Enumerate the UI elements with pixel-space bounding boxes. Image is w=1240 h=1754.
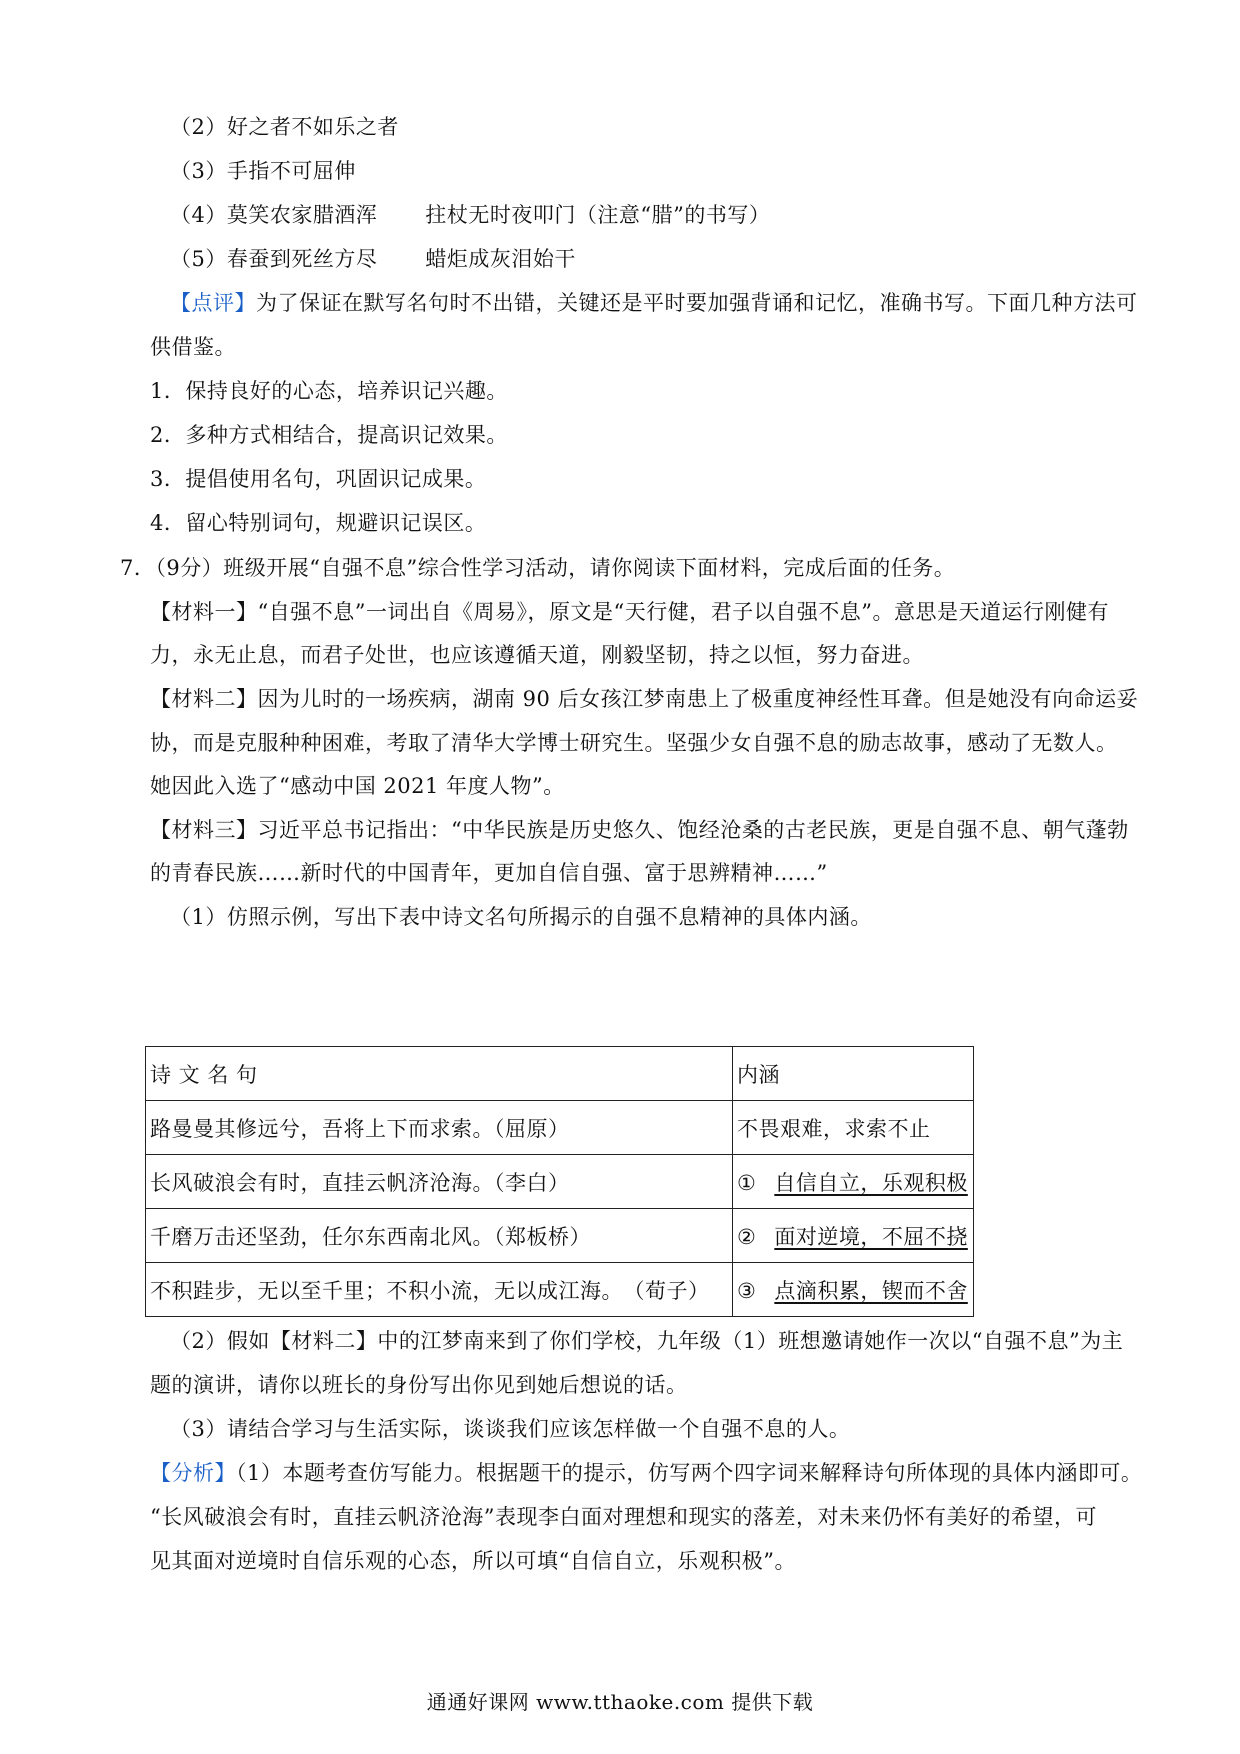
material-1-line-1: 【材料一】“自强不息”一词出自《周易》，原文是“天行健，君子以自强不息”。意思是天道运行刚健有 bbox=[150, 600, 1109, 624]
header-quote: 诗 文 名 句 bbox=[146, 1047, 733, 1101]
answer-meaning: 自信自立，乐观积极 bbox=[774, 1170, 968, 1195]
quote-meaning-table bbox=[145, 1046, 974, 1317]
answer-meaning: 点滴积累，锲而不舍 bbox=[774, 1278, 968, 1303]
material-2-line-3: 她因此入选了“感动中国 2021 年度人物”。 bbox=[150, 774, 565, 798]
answer-meaning: 面对逆境，不屈不挠 bbox=[774, 1224, 968, 1249]
answer-number: ② bbox=[737, 1224, 757, 1249]
method-3: 3．提倡使用名句，巩固识记成果。 bbox=[150, 467, 487, 491]
table-row bbox=[146, 1209, 974, 1263]
table-header-row bbox=[146, 1047, 974, 1101]
answer-line-5 bbox=[170, 244, 1130, 274]
table-row bbox=[146, 1155, 974, 1209]
answer-line-3: （3）手指不可屈伸 bbox=[170, 159, 356, 183]
quote-cell: 长风破浪会有时，直挂云帆济沧海。（李白） bbox=[146, 1155, 733, 1209]
question-7: 7．（9分）班级开展“自强不息”综合性学习活动，请你阅读下面材料，完成后面的任务。 bbox=[120, 556, 956, 580]
review-text-1: 为了保证在默写名句时不出错，关键还是平时要加强背诵和记忆，准确书写。下面几种方法可 bbox=[256, 291, 1138, 315]
analysis-line-1 bbox=[150, 1458, 1143, 1488]
answer-cell bbox=[733, 1209, 974, 1263]
analysis-line-3: 见其面对逆境时自信乐观的心态，所以可填“自信自立，乐观积极”。 bbox=[150, 1549, 796, 1573]
review-paragraph-line-1 bbox=[170, 288, 1138, 318]
answer-line-5-part-a: （5）春蚕到死丝方尽 bbox=[170, 247, 378, 271]
quote-cell: 路曼曼其修远兮，吾将上下而求索。（屈原） bbox=[146, 1101, 733, 1155]
sub-question-3: （3）请结合学习与生活实际，谈谈我们应该怎样做一个自强不息的人。 bbox=[170, 1417, 851, 1441]
answer-number: ① bbox=[737, 1170, 757, 1195]
method-2: 2．多种方式相结合，提高识记效果。 bbox=[150, 423, 508, 447]
method-1: 1．保持良好的心态，培养识记兴趣。 bbox=[150, 379, 508, 403]
material-3-line-2: 的青春民族……新时代的中国青年，更加自信自强、富于思辨精神……” bbox=[150, 861, 828, 885]
quote-cell: 不积跬步，无以至千里；不积小流，无以成江海。 （荀子） bbox=[146, 1263, 733, 1317]
answer-cell bbox=[733, 1155, 974, 1209]
answer-number: ③ bbox=[737, 1278, 757, 1303]
material-2-line-1: 【材料二】因为儿时的一场疾病，湖南 90 后女孩江梦南患上了极重度神经性耳聋。但是她没有向命运妥 bbox=[150, 687, 1139, 711]
method-4: 4．留心特别词句，规避识记误区。 bbox=[150, 511, 487, 535]
material-3-line-1: 【材料三】习近平总书记指出：“中华民族是历史悠久、饱经沧桑的古老民族，更是自强不息、朝气蓬勃 bbox=[150, 818, 1129, 842]
answer-line-4 bbox=[170, 200, 1130, 230]
material-1-line-2: 力，永无止息，而君子处世，也应该遵循天道，刚毅坚韧，持之以恒，努力奋进。 bbox=[150, 643, 924, 667]
analysis-tag: 【分析】 bbox=[150, 1461, 236, 1485]
table-row bbox=[146, 1101, 974, 1155]
material-2-line-2: 协，而是克服种种困难，考取了清华大学博士研究生。坚强少女自强不息的励志故事，感动了无数人。 bbox=[150, 731, 1118, 755]
sub-question-1: （1）仿照示例，写出下表中诗文名句所揭示的自强不息精神的具体内涵。 bbox=[170, 905, 872, 929]
table-row bbox=[146, 1263, 974, 1317]
sub-question-2-line-2: 题的演讲，请你以班长的身份写出你见到她后想说的话。 bbox=[150, 1373, 688, 1397]
analysis-line-2: “长风破浪会有时，直挂云帆济沧海”表现李白面对理想和现实的落差，对未来仍怀有美好的希望，可 bbox=[150, 1505, 1097, 1529]
meaning-cell: 不畏艰难，求索不止 bbox=[733, 1101, 974, 1155]
quote-cell: 千磨万击还坚劲，任尔东西南北风。（郑板桥） bbox=[146, 1209, 733, 1263]
answer-line-2: （2）好之者不如乐之者 bbox=[170, 115, 399, 139]
answer-line-5-part-b: 蜡炬成灰泪始干 bbox=[425, 247, 576, 271]
analysis-text-1: （1）本题考查仿写能力。根据题干的提示，仿写两个四字词来解释诗句所体现的具体内涵即可。 bbox=[236, 1461, 1143, 1485]
answer-line-4-part-a: （4）莫笑农家腊酒浑 bbox=[170, 203, 378, 227]
review-tag: 【点评】 bbox=[170, 291, 256, 315]
answer-line-4-part-b: 拄杖无时夜叩门（注意“腊”的书写） bbox=[425, 203, 771, 227]
page-footer: 通通好课网 www.tthaoke.com 提供下载 bbox=[426, 1690, 814, 1714]
header-meaning: 内涵 bbox=[733, 1047, 974, 1101]
answer-cell bbox=[733, 1263, 974, 1317]
review-paragraph-line-2: 供借鉴。 bbox=[150, 335, 236, 359]
sub-question-2-line-1: （2）假如【材料二】中的江梦南来到了你们学校，九年级（1）班想邀请她作一次以“自强不息”为主 bbox=[170, 1329, 1124, 1353]
